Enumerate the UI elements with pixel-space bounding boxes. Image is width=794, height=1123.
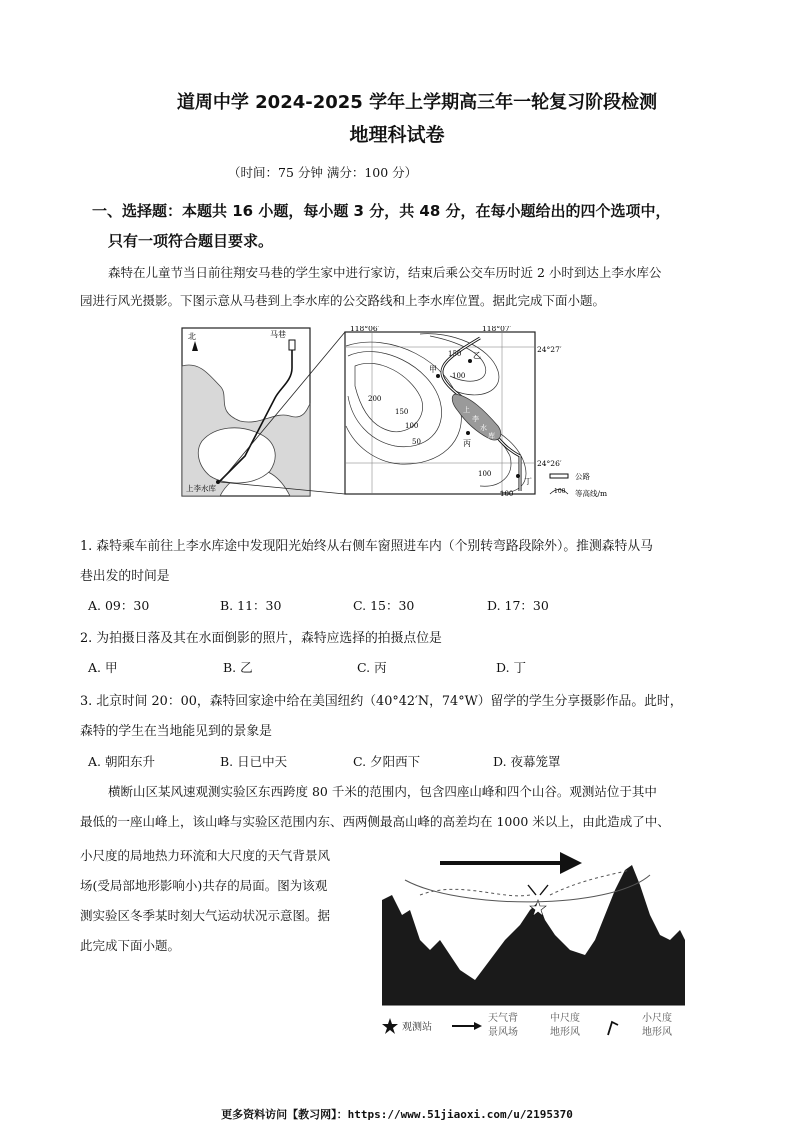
exam-subject: 地理科试卷 <box>349 124 445 146</box>
q2-option-a[interactable]: A. 甲 <box>88 660 118 675</box>
q3-option-c[interactable]: C. 夕阳西下 <box>353 754 421 769</box>
svg-text:上: 上 <box>463 406 470 414</box>
svg-text:100: 100 <box>500 490 514 498</box>
q1-option-d[interactable]: D. 17：30 <box>487 598 549 613</box>
legend-bg-wind-label: 景风场 <box>488 1027 518 1038</box>
point-yi-label: 乙 <box>473 351 481 360</box>
passage1-line1: 森特在儿童节当日前往翔安马巷的学生家中进行家访，结束后乘公交车历时近 2 小时到达上李水库公 <box>108 265 662 280</box>
point-yi <box>468 359 472 363</box>
passage2-line3: 小尺度的局地热力环流和大尺度的天气背景风 <box>80 848 331 863</box>
shangli-point-icon <box>216 480 220 484</box>
q1-option-c[interactable]: C. 15：30 <box>353 598 415 613</box>
legend-contour-label: 等高线/m <box>575 489 608 498</box>
point-bing <box>466 431 470 435</box>
svg-text:库: 库 <box>488 432 495 440</box>
legend-mid-wind-label: 地形风 <box>550 1027 580 1038</box>
legend-road-label: 公路 <box>575 472 590 481</box>
svg-text:50: 50 <box>412 438 421 446</box>
q1-text-line2: 巷出发的时间是 <box>80 569 170 584</box>
svg-text:100: 100 <box>554 488 566 495</box>
svg-text:150: 150 <box>448 350 462 358</box>
svg-text:水: 水 <box>480 424 487 432</box>
point-jia <box>436 374 440 378</box>
lon-label-2: 118°07′ <box>482 326 512 333</box>
svg-text:中尺度: 中尺度 <box>550 1013 580 1024</box>
legend-station-icon <box>382 1018 398 1034</box>
q1-option-b[interactable]: B. 11：30 <box>220 598 282 613</box>
q2-option-c[interactable]: C. 丙 <box>357 660 387 675</box>
exam-title: 道周中学 2024-2025 学年上学期高三年一轮复习阶段检测 <box>176 92 658 113</box>
q2-option-d[interactable]: D. 丁 <box>496 660 527 675</box>
reservoir-map-figure <box>180 326 620 501</box>
point-ding-label: 丁 <box>524 477 532 486</box>
q2-option-b[interactable]: B. 乙 <box>223 660 253 675</box>
shangli-label: 上李水库 <box>186 484 216 493</box>
legend-small-wind-label: 地形风 <box>642 1027 672 1038</box>
section-heading-line2: 只有一项符合题目要求。 <box>108 232 274 250</box>
passage2-line4: 场(受局部地形影响小)共存的局面。图为该观 <box>80 878 328 893</box>
q2-text: 2. 为拍摄日落及其在水面倒影的照片，森特应选择的拍摄点位是 <box>80 631 442 646</box>
point-jia-label: 甲 <box>429 365 437 374</box>
legend-station-label: 观测站 <box>402 1022 432 1033</box>
q3-option-a[interactable]: A. 朝阳东升 <box>88 754 155 769</box>
q1-text: 1. 森特乘车前往上李水库途中发现阳光始终从右侧车窗照进车内（个别转弯路段除外）。推测森特从马 <box>80 539 653 554</box>
lon-label-1: 118°06′ <box>350 326 380 333</box>
svg-text:100: 100 <box>478 470 492 478</box>
passage2-line1: 横断山区某风速观测实验区东西跨度 80 千米的范围内，包含四座山峰和四个山谷。观测站位于其中 <box>108 784 657 799</box>
passage1-line2: 园进行风光摄影。下图示意从马巷到上李水库的公交路线和上李水库位置。据此完成下面小题。 <box>80 293 606 308</box>
legend-road-icon <box>550 474 568 478</box>
svg-text:100: 100 <box>452 372 466 380</box>
detail-map-frame <box>345 332 535 494</box>
svg-text:200: 200 <box>368 395 382 403</box>
svg-text:小尺度: 小尺度 <box>642 1013 672 1024</box>
time-info: （时间：75 分钟 满分：100 分） <box>228 165 418 180</box>
svg-text:100: 100 <box>405 422 419 430</box>
footer-link[interactable]: 更多资料访问【教习网】：https://www.51jiaoxi.com/u/2195370 <box>221 1108 573 1121</box>
passage2-line6: 此完成下面小题。 <box>80 938 181 953</box>
overview-reservoir-area <box>198 428 275 483</box>
lat-label-1: 24°27′ <box>537 345 562 354</box>
q1-option-a[interactable]: A. 09：30 <box>88 598 150 613</box>
passage2-line2: 最低的一座山峰上，该山峰与实验区范围内东、西两侧最高山峰的高差均在 1000 米以上，由此造成了中、 <box>80 814 670 829</box>
svg-text:李: 李 <box>472 415 479 423</box>
q3-text: 3. 北京时间 20：00，森特回家途中给在美国纽约（40°42′N，74°W）留学的学生分享摄影作品。此时， <box>80 694 683 709</box>
legend-small-wind-icon <box>608 1022 618 1035</box>
mountain-silhouette <box>382 865 685 1005</box>
north-label: 北 <box>188 332 196 341</box>
point-bing-label: 丙 <box>463 439 471 448</box>
passage2-line5: 测实验区冬季某时刻大气运动状况示意图。据 <box>80 908 331 923</box>
mahang-marker <box>289 340 295 350</box>
svg-text:天气背: 天气背 <box>488 1013 518 1024</box>
point-ding <box>516 474 520 478</box>
mahang-label: 马巷 <box>270 330 286 339</box>
svg-text:150: 150 <box>395 408 409 416</box>
q3-text-line2: 森特的学生在当地能见到的景象是 <box>80 724 272 739</box>
q3-option-b[interactable]: B. 日已中天 <box>220 754 288 769</box>
wind-field-diagram <box>380 840 700 1045</box>
q3-option-d[interactable]: D. 夜幕笼罩 <box>493 754 561 769</box>
section-heading: 一、选择题：本题共 16 小题，每小题 3 分，共 48 分，在每小题给出的四个选项中， <box>92 202 671 220</box>
lat-label-2: 24°26′ <box>537 459 562 468</box>
